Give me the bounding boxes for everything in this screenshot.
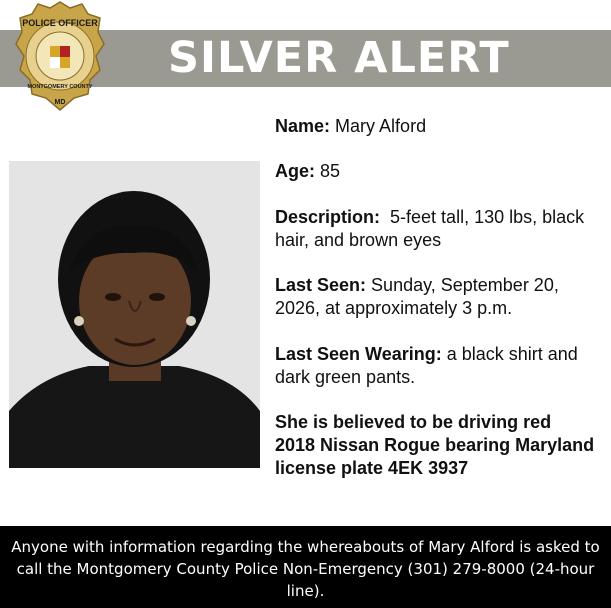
last-seen-label: Last Seen:: [275, 275, 367, 295]
alert-title: SILVER ALERT: [168, 33, 510, 83]
wearing-line: [275, 343, 605, 389]
name-line: [275, 115, 426, 138]
age-line: [275, 160, 340, 183]
footer-notice: [0, 526, 611, 608]
footer-text: Anyone with information regarding the whereabouts of Mary Alford is asked to call the Montgomery County Police Non-Emergency (301) 279-8000 (24-hour line).: [11, 538, 600, 600]
name-value: Mary Alford: [335, 116, 427, 136]
vehicle-note: She is believed to be driving red 2018 Nissan Rogue bearing Maryland license plate 4EK 3937: [275, 412, 595, 478]
age-label: Age:: [275, 161, 315, 181]
age-value: 85: [320, 161, 341, 181]
badge-top-text: POLICE OFFICER: [22, 18, 98, 28]
name-label: Name:: [275, 116, 331, 136]
wearing-value: a black shirt and dark green pants.: [275, 344, 578, 387]
description-label: Description:: [275, 207, 381, 227]
badge-ring-text: MONTGOMERY COUNTY: [27, 84, 93, 90]
missing-person-photo: [9, 161, 260, 468]
last-seen-line: [275, 274, 605, 320]
last-seen-value: Sunday, September 20, 2026, at approximately 3 p.m.: [275, 275, 559, 318]
police-badge-logo: [14, 0, 106, 116]
description-line: [275, 206, 605, 252]
badge-bottom-text: MD: [54, 99, 66, 106]
description-value: 5-feet tall, 130 lbs, black hair, and brown eyes: [275, 207, 585, 250]
wearing-label: Last Seen Wearing:: [275, 344, 442, 364]
